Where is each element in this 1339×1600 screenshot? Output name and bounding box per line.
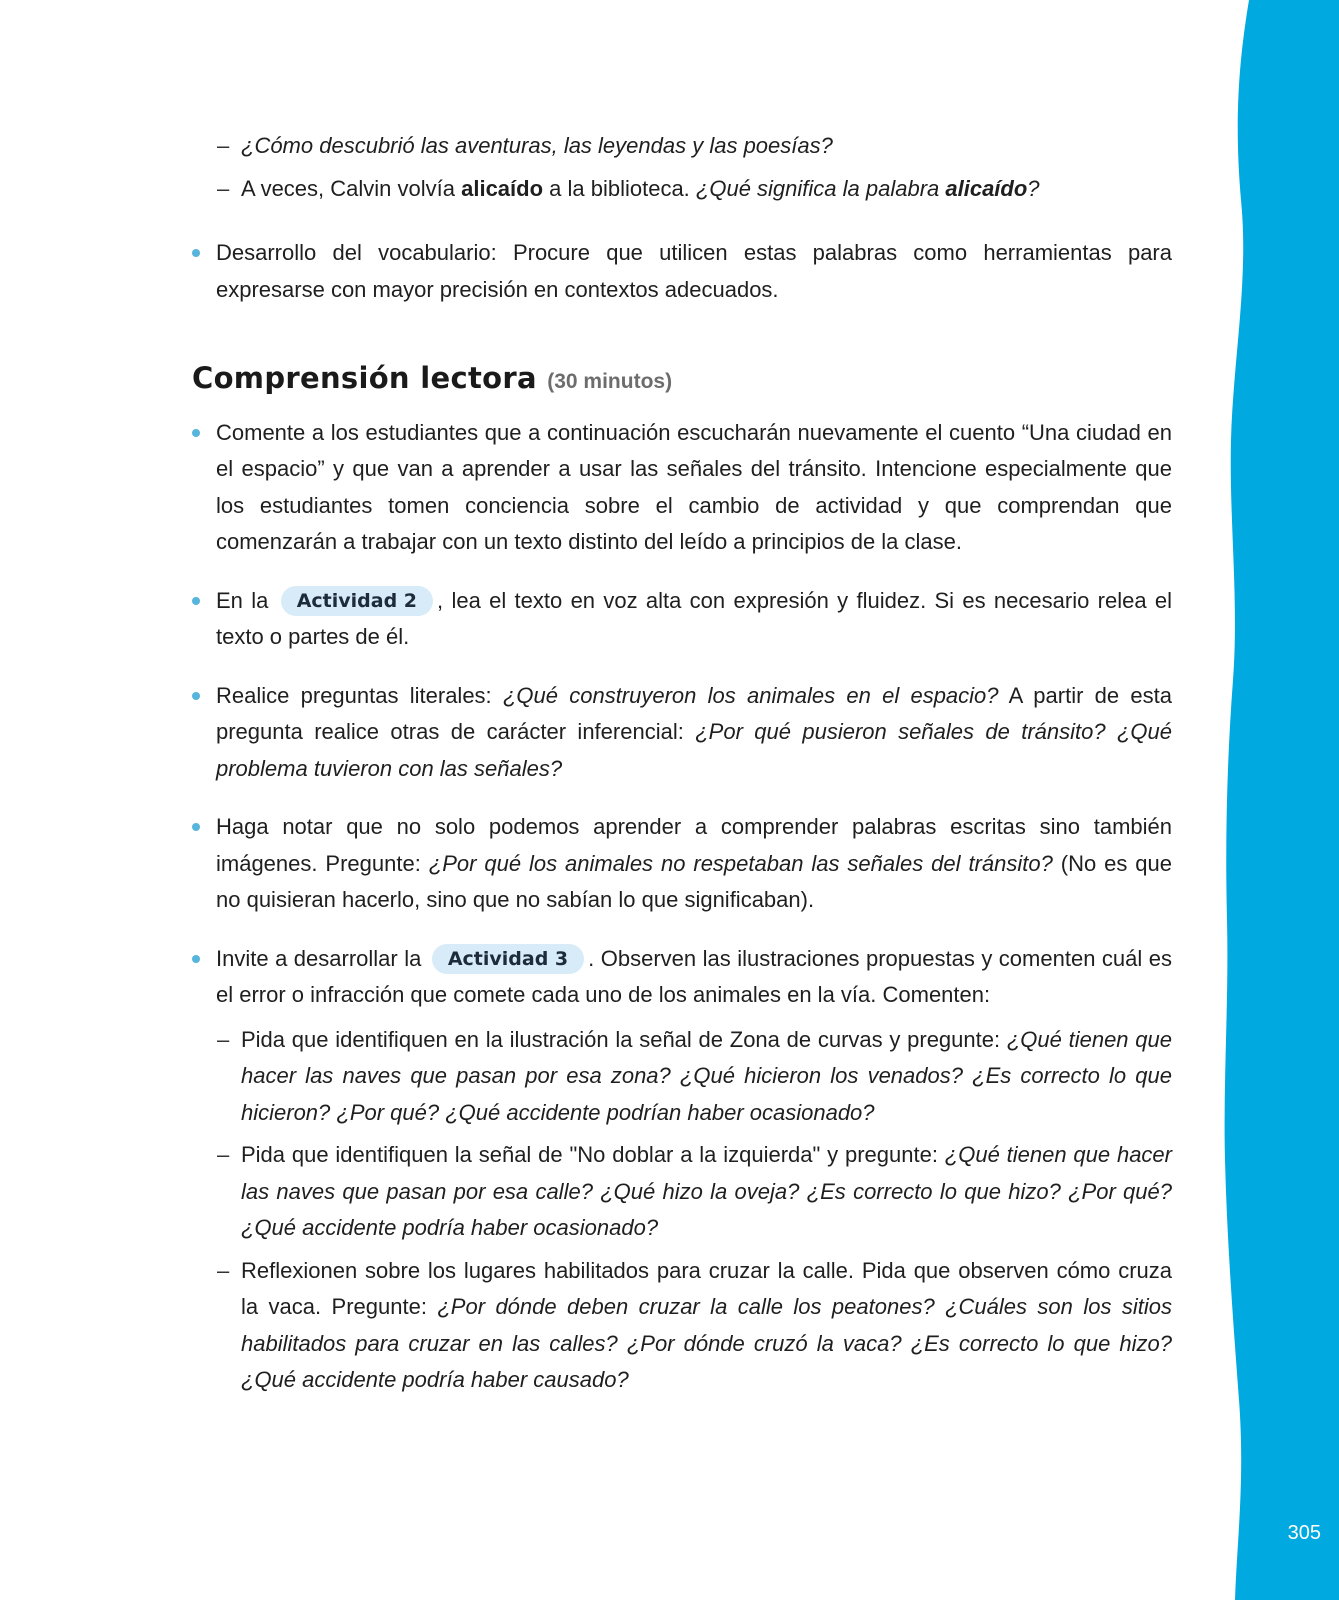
- bullet-icon: [192, 249, 200, 257]
- bullet-icon: [192, 823, 200, 831]
- list-item: Invite a desarrollar la Actividad 3 . Observen las ilustraciones propuestas y comenten cuál es el error o infracción que comete cada uno de los animales en la vía. Comenten:: [192, 941, 1172, 1014]
- page-number: 305: [1287, 1522, 1321, 1544]
- bullet-icon: [192, 955, 200, 963]
- list-item: Haga notar que no solo podemos aprender a comprender palabras escritas sino también imágenes. Pregunte: ¿Por qué los animales no respetaban las señales del tránsito? (No es que no quisieran hacerlo, sino que no sabían lo que significaban).: [192, 809, 1172, 919]
- activity-3-badge: Actividad 3: [432, 944, 584, 974]
- bullet-icon: [192, 429, 200, 437]
- section-time: (30 minutos): [547, 370, 673, 393]
- activity-2-badge: Actividad 2: [281, 586, 433, 616]
- sub-list-item: – Pida que identifiquen la señal de "No doblar a la izquierda" y pregunte: ¿Qué tienen que hacer las naves que pasan por esa calle? ¿Qué hizo la oveja? ¿Es correcto lo que hizo? ¿Por qué? ¿Qué accidente podría haber ocasionado?: [217, 1142, 1172, 1240]
- page-content: [192, 128, 1172, 1405]
- bullet-icon: [192, 597, 200, 605]
- side-color-band: [1219, 0, 1339, 1600]
- vocabulary-bullet: Desarrollo del vocabulario: Procure que utilicen estas palabras como herramientas para expresarse con mayor precisión en contextos adecuados.: [192, 235, 1172, 308]
- list-item: Realice preguntas literales: ¿Qué construyeron los animales en el espacio? A partir de esta pregunta realice otras de carácter inferencial: ¿Por qué pusieron señales de tránsito? ¿Qué problema tuvieron con las señales?: [192, 678, 1172, 788]
- sub-list-item: – Pida que identifiquen en la ilustración la señal de Zona de curvas y pregunte: ¿Qué tienen que hacer las naves que pasan por esa zona? ¿Qué hicieron los venados? ¿Es correcto lo que hicieron? ¿Por qué? ¿Qué accidente podrían haber ocasionado?: [217, 1026, 1172, 1125]
- key-word: alicaído: [461, 175, 544, 201]
- key-word: alicaído: [945, 175, 1028, 201]
- question-item: – A veces, Calvin volvía alicaído a la biblioteca. ¿Qué significa la palabra alicaído?: [217, 175, 1040, 201]
- bullet-icon: [192, 692, 200, 700]
- question-item: – ¿Cómo descubrió las aventuras, las leyendas y las poesías?: [217, 133, 833, 158]
- list-item: Comente a los estudiantes que a continuación escucharán nuevamente el cuento “Una ciudad en el espacio” y que van a aprender a usar las señales del tránsito. Intencione especialmente que los estudiantes tomen conciencia sobre el cambio de actividad y que comprendan que comenzarán a trabajar con un texto distinto del leído a principios de la clase.: [192, 415, 1172, 561]
- sub-list-item: – Reflexionen sobre los lugares habilitados para cruzar la calle. Pida que observen cómo cruza la vaca. Pregunte: ¿Por dónde deben cruzar la calle los peatones? ¿Cuáles son los sitios habilitados para cruzar en las calles? ¿Por dónde cruzó la vaca? ¿Es correcto lo que hizo? ¿Qué accidente podría haber causado?: [217, 1257, 1172, 1392]
- section-title: Comprensión lectora (30 minutos): [192, 361, 673, 395]
- question-text: ¿Cómo descubrió las aventuras, las leyendas y las poesías?: [241, 133, 833, 158]
- list-item: En la Actividad 2 , lea el texto en voz alta con expresión y fluidez. Si es necesario relea el texto o partes de él.: [192, 583, 1172, 656]
